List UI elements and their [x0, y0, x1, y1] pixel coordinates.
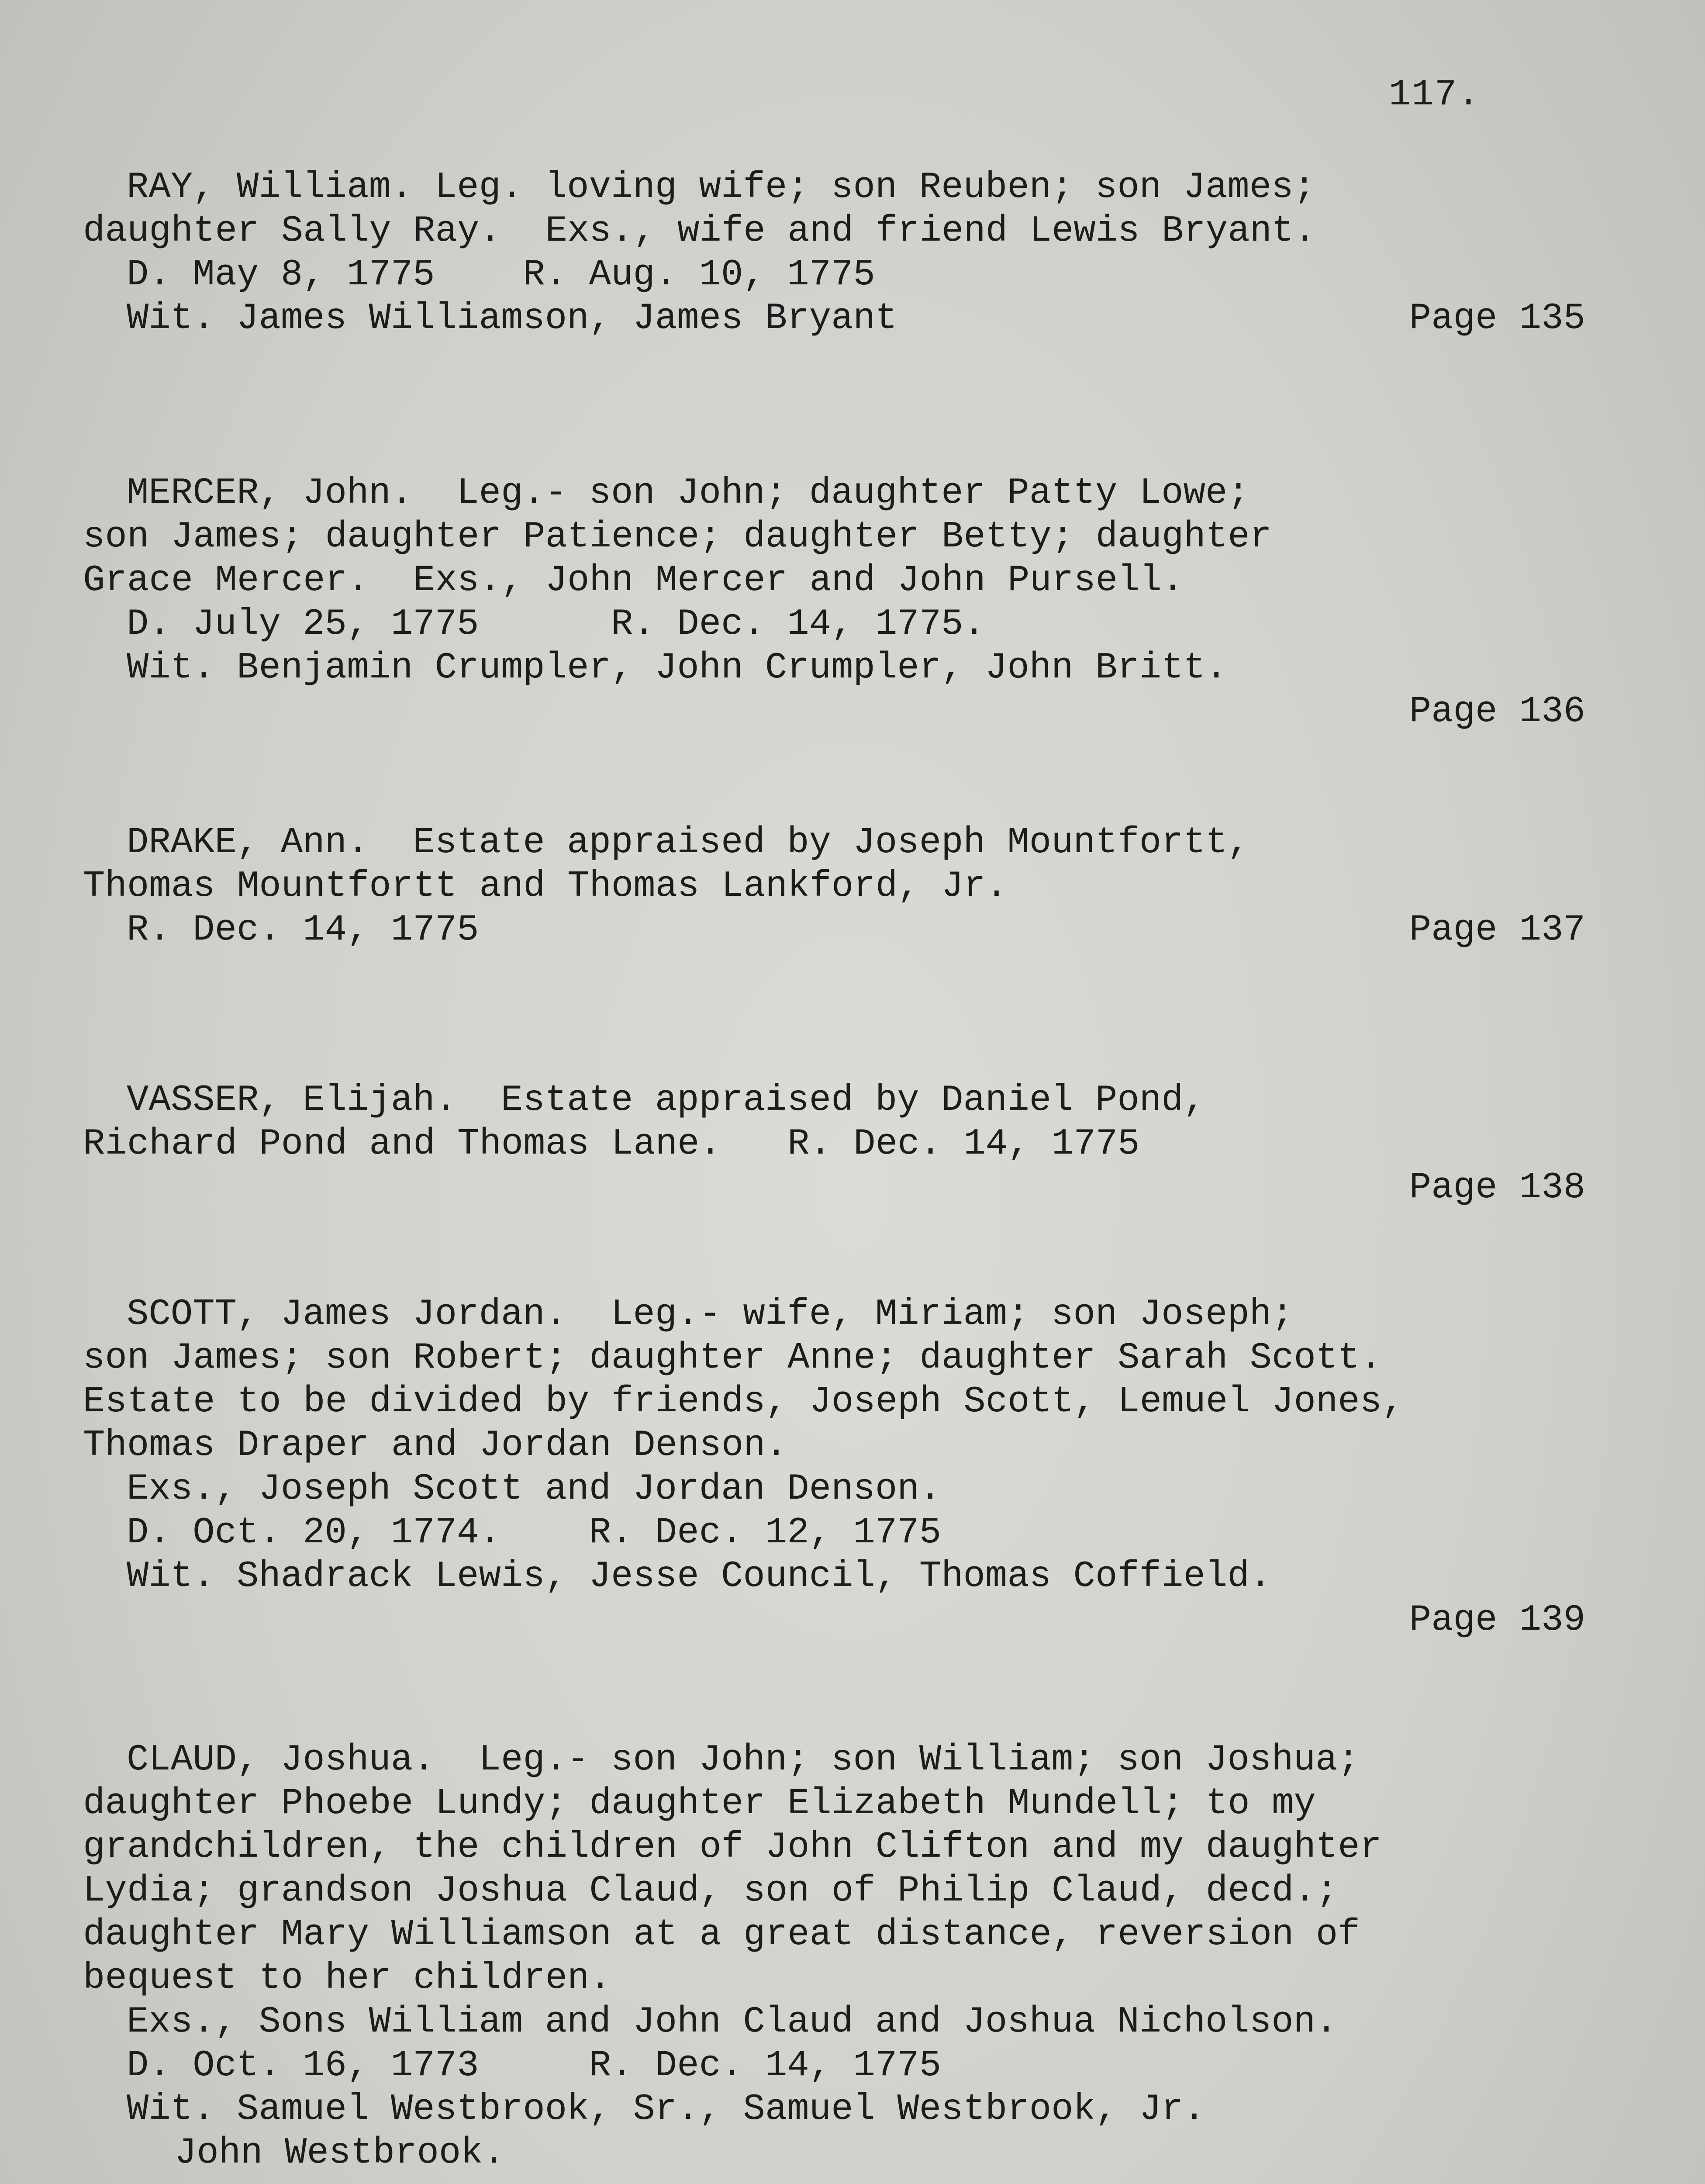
entry-line [83, 821, 1585, 865]
line-text: Wit. Samuel Westbrook, Sr., Samuel Westbrook, Jr. [127, 2089, 1206, 2130]
line-text: MERCER, John. Leg.- son John; daughter Patty Lowe; [127, 473, 1249, 514]
entry-line [83, 1380, 1585, 1424]
entry-line [83, 603, 1585, 646]
line-text: VASSER, Elijah. Estate appraised by Daniel Pond, [127, 1080, 1206, 1121]
entry-line [83, 515, 1585, 559]
entry-line [83, 559, 1585, 603]
entry-line [83, 865, 1585, 909]
entry-line [83, 1468, 1585, 1511]
line-text: Thomas Draper and Jordan Denson. [83, 1425, 788, 1466]
line-text: DRAKE, Ann. Estate appraised by Joseph Mountfortt, [127, 822, 1249, 864]
entry-line [83, 1555, 1585, 1599]
entry-claud-joshua [83, 1738, 1585, 2184]
page-number: 117. [1389, 74, 1481, 116]
entry-drake-ann [83, 821, 1585, 952]
line-text: Exs., Sons William and John Claud and Joshua Nicholson. [127, 2001, 1338, 2043]
line-text: John Westbrook. [175, 2132, 505, 2174]
line-text: D. May 8, 1775 R. Aug. 10, 1775 [127, 254, 875, 296]
entry-scott-james-jordan [83, 1293, 1585, 1642]
entry-mercer-john [83, 472, 1585, 734]
page-reference: Page 139 [1409, 1600, 1585, 1641]
line-text: Wit. James Williamson, James Bryant [127, 298, 897, 339]
line-text: CLAUD, Joshua. Leg.- son John; son William; son Joshua; [127, 1739, 1360, 1781]
entry-line [83, 472, 1585, 515]
entry-line [83, 1957, 1585, 2001]
line-text: son James; son Robert; daughter Anne; daughter Sarah Scott. [83, 1337, 1382, 1379]
entry-line [83, 1123, 1585, 1166]
entry-line [83, 646, 1585, 690]
entry-line [83, 2132, 1585, 2175]
entry-line [83, 1424, 1585, 1468]
entry-line [83, 690, 1585, 734]
line-text: Grace Mercer. Exs., John Mercer and John Pursell. [83, 560, 1184, 601]
entry-line [83, 1870, 1585, 1913]
line-text: D. Oct. 20, 1774. R. Dec. 12, 1775 [127, 1512, 942, 1554]
entry-vasser-elijah [83, 1079, 1585, 1210]
entry-line [83, 909, 1585, 952]
page-reference: Page 138 [1409, 1167, 1585, 1209]
line-text: D. July 25, 1775 R. Dec. 14, 1775. [127, 604, 985, 645]
line-text: RAY, William. Leg. loving wife; son Reuben; son James; [127, 167, 1316, 208]
entry-line [83, 297, 1585, 341]
entry-line [83, 2088, 1585, 2132]
line-text: Wit. Benjamin Crumpler, John Crumpler, John Britt. [127, 647, 1228, 689]
line-text: daughter Mary Williamson at a great distance, reversion of [83, 1914, 1360, 1956]
line-text: Lydia; grandson Joshua Claud, son of Philip Claud, decd.; [83, 1870, 1338, 1912]
page-reference: Page 137 [1409, 909, 1585, 951]
line-text: R. Dec. 14, 1775 [127, 909, 479, 951]
line-text: Richard Pond and Thomas Lane. R. Dec. 14, 1775 [83, 1123, 1140, 1165]
entry-line [83, 1738, 1585, 1782]
entry-line [83, 1079, 1585, 1123]
line-text: bequest to her children. [83, 1958, 611, 1999]
line-text: Estate to be divided by friends, Joseph Scott, Lemuel Jones, [83, 1381, 1404, 1423]
entry-line [83, 210, 1585, 253]
entry-line [83, 2044, 1585, 2088]
entry-line [83, 1166, 1585, 1210]
entry-line [83, 2175, 1585, 2184]
entry-line [83, 1293, 1585, 1337]
line-text: grandchildren, the children of John Clifton and my daughter [83, 1827, 1382, 1868]
line-text: daughter Phoebe Lundy; daughter Elizabeth Mundell; to my [83, 1783, 1316, 1825]
entry-line [83, 253, 1585, 297]
entry-line [83, 1511, 1585, 1555]
entry-line [83, 2001, 1585, 2044]
line-text: son James; daughter Patience; daughter Betty; daughter [83, 516, 1272, 558]
line-text: Exs., Joseph Scott and Jordan Denson. [127, 1469, 942, 1510]
page-reference: Page 135 [1409, 298, 1585, 339]
entry-line [83, 1913, 1585, 1957]
line-text: D. Oct. 16, 1773 R. Dec. 14, 1775 [127, 2045, 942, 2087]
entry-line [83, 1826, 1585, 1870]
entry-line [83, 166, 1585, 210]
line-text: SCOTT, James Jordan. Leg.- wife, Miriam; son Joseph; [127, 1294, 1294, 1335]
line-text: Thomas Mountfortt and Thomas Lankford, Jr. [83, 866, 1008, 907]
line-text: daughter Sally Ray. Exs., wife and friend Lewis Bryant. [83, 211, 1316, 252]
page-reference: Page 136 [1409, 691, 1585, 733]
line-text: Wit. Shadrack Lewis, Jesse Council, Thomas Coffield. [127, 1556, 1272, 1597]
entry-line [83, 1782, 1585, 1826]
entry-line [83, 1337, 1585, 1380]
entry-ray-william [83, 166, 1585, 341]
entry-line [83, 1599, 1585, 1642]
